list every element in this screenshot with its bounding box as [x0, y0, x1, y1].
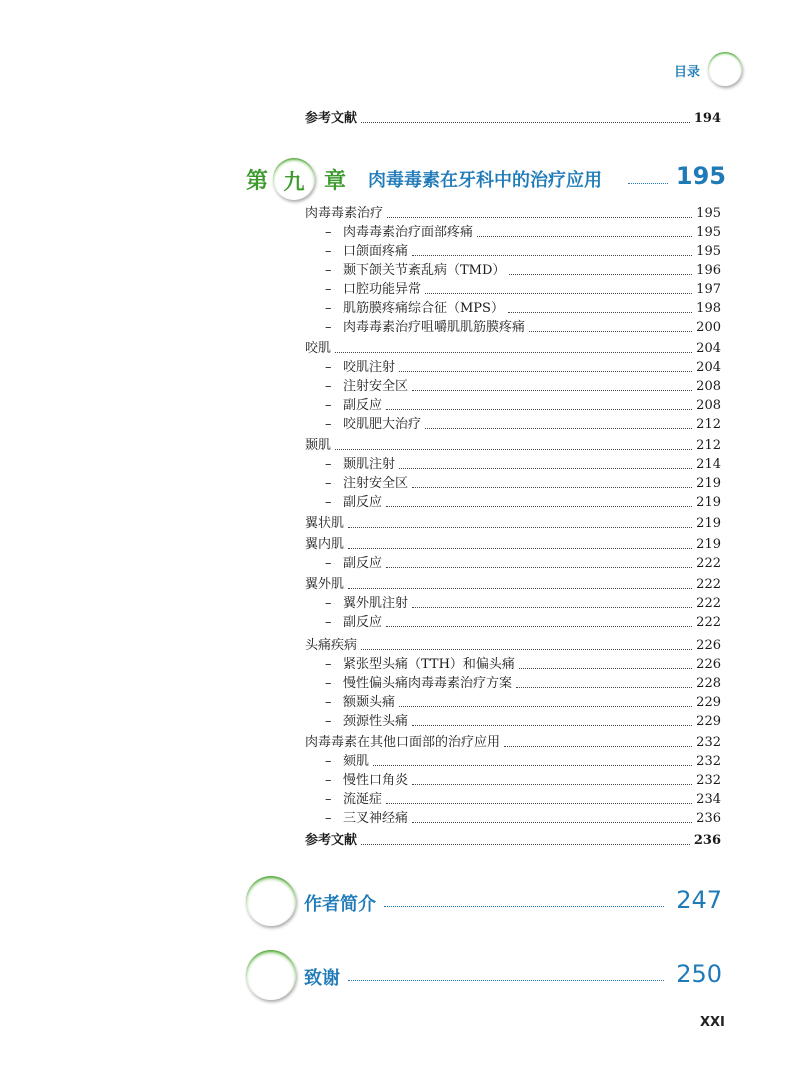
- toc-entry-title: 参考文献: [305, 833, 358, 848]
- green-ring-icon: [246, 950, 296, 1000]
- leader-dots: [412, 784, 692, 785]
- toc-entry-page: 212: [696, 438, 721, 453]
- toc-entry-page: 228: [696, 676, 721, 691]
- toc-entry-page: 195: [696, 225, 721, 240]
- leader-dots: [412, 390, 692, 391]
- toc-subentry[interactable]: [305, 414, 721, 433]
- leader-dots: [412, 607, 692, 608]
- toc-entry-page: 219: [696, 537, 721, 552]
- toc-entry-page: 232: [696, 773, 721, 788]
- toc-entry-page: 212: [696, 417, 721, 432]
- leader-dots: [508, 312, 692, 313]
- toc-entry-page: 226: [696, 638, 721, 653]
- toc-subentry[interactable]: [305, 241, 721, 260]
- leader-dots: [361, 122, 690, 123]
- toc-subentry[interactable]: [305, 260, 721, 279]
- toc-subentry[interactable]: [305, 770, 721, 789]
- toc-entry-title: 颞肌: [305, 438, 332, 453]
- leader-dots: [348, 588, 692, 589]
- leader-dots: [628, 183, 668, 184]
- toc-section-author[interactable]: [246, 876, 726, 932]
- toc-entry-page: 222: [696, 615, 721, 630]
- toc-entry-title: – 颞下颌关节紊乱病（TMD）: [305, 262, 505, 279]
- leader-dots: [386, 506, 692, 507]
- toc-subentry[interactable]: [305, 376, 721, 395]
- toc-subentry[interactable]: [305, 454, 721, 473]
- toc-entry-title: – 咬肌肥大治疗: [305, 416, 421, 433]
- toc-entry-page: 229: [696, 714, 721, 729]
- toc-subentry[interactable]: [305, 808, 721, 827]
- toc-entry-title: 翼外肌: [305, 577, 345, 592]
- toc-entry-page: 197: [696, 282, 721, 297]
- toc-entry-page: 196: [696, 263, 721, 278]
- toc-section-acknowledgements[interactable]: [246, 950, 726, 1006]
- leader-dots: [519, 668, 692, 669]
- leader-dots: [477, 236, 692, 237]
- toc-subentry[interactable]: [305, 395, 721, 414]
- toc-entry-title: 翼状肌: [305, 516, 345, 531]
- toc-entry-page: 222: [696, 556, 721, 571]
- leader-dots: [387, 217, 692, 218]
- leader-dots: [348, 527, 692, 528]
- toc-entry-page: 195: [696, 244, 721, 259]
- green-ring-icon: [708, 52, 742, 86]
- toc-entry-title: – 额颞头痛: [305, 694, 395, 711]
- toc-entry-title: – 副反应: [305, 555, 382, 572]
- toc-entry-title: – 肉毒毒素治疗面部疼痛: [305, 224, 473, 241]
- toc-entry-title: – 慢性偏头痛肉毒毒素治疗方案: [305, 675, 512, 692]
- toc-entry-title: – 副反应: [305, 494, 382, 511]
- toc-entry-title: 头痛疾病: [305, 638, 358, 653]
- toc-entry-title: 参考文献: [305, 111, 358, 126]
- toc-entry-page: 236: [693, 833, 721, 848]
- leader-dots: [386, 626, 692, 627]
- leader-dots: [386, 803, 692, 804]
- chapter-suffix: 章: [324, 169, 347, 194]
- green-ring-icon: [246, 876, 296, 926]
- toc-entry-title: – 颈源性头痛: [305, 713, 408, 730]
- toc-entry-page: 229: [696, 695, 721, 710]
- toc-entry-title: – 慢性口角炎: [305, 772, 408, 789]
- toc-subentry[interactable]: [305, 612, 721, 631]
- toc-subentry[interactable]: [305, 789, 721, 808]
- leader-dots: [386, 409, 692, 410]
- toc-entry-page: 219: [696, 495, 721, 510]
- leader-dots: [412, 822, 692, 823]
- section-page: 250: [676, 960, 722, 988]
- toc-entry-page: 222: [696, 577, 721, 592]
- leader-dots: [399, 468, 692, 469]
- leader-dots: [412, 487, 692, 488]
- toc-entry-title: – 肌筋膜疼痛综合征（MPS）: [305, 300, 504, 317]
- section-page: 247: [676, 886, 722, 914]
- toc-entry-page: 204: [696, 341, 721, 356]
- toc-entry-references[interactable]: [305, 830, 721, 849]
- leader-dots: [504, 746, 692, 747]
- toc-entry-page: 204: [696, 360, 721, 375]
- toc-subentry[interactable]: [305, 357, 721, 376]
- leader-dots: [348, 548, 692, 549]
- leader-dots: [361, 649, 692, 650]
- leader-dots: [529, 331, 692, 332]
- toc-subentry[interactable]: [305, 593, 721, 612]
- toc-subentry[interactable]: [305, 711, 721, 730]
- leader-dots: [386, 567, 692, 568]
- toc-entry-page: 219: [696, 476, 721, 491]
- toc-entry-page: 232: [696, 754, 721, 769]
- toc-entry-title: – 紧张型头痛（TTH）和偏头痛: [305, 656, 515, 673]
- toc-entry-page: 214: [696, 457, 721, 472]
- toc-entry-title: 翼内肌: [305, 537, 345, 552]
- toc-subentry[interactable]: [305, 553, 721, 572]
- toc-entry-title: – 颞肌注射: [305, 456, 395, 473]
- leader-dots: [335, 449, 692, 450]
- toc-header: [660, 52, 744, 86]
- toc-entry-top-references[interactable]: [305, 108, 721, 127]
- leader-dots: [412, 255, 692, 256]
- chapter-number: 九: [283, 170, 305, 194]
- leader-dots: [399, 706, 692, 707]
- toc-entry-title: – 口颌面疼痛: [305, 243, 408, 260]
- toc-entry-title: – 翼外肌注射: [305, 595, 408, 612]
- toc-subentry[interactable]: [305, 492, 721, 511]
- toc-entry-title: 咬肌: [305, 341, 332, 356]
- leader-dots: [516, 687, 692, 688]
- toc-entry[interactable]: [305, 732, 721, 751]
- toc-entry-title: – 口腔功能异常: [305, 281, 421, 298]
- toc-entry-page: 200: [696, 320, 721, 335]
- toc-entry[interactable]: [305, 574, 721, 593]
- toc-entry-title: – 三叉神经痛: [305, 810, 408, 827]
- toc-entry-page: 232: [696, 735, 721, 750]
- toc-entry-title: 肉毒毒素在其他口面部的治疗应用: [305, 735, 501, 750]
- section-title: 致谢: [304, 968, 340, 989]
- chapter-page: 195: [675, 162, 726, 190]
- toc-header-label: 目录: [674, 65, 701, 80]
- leader-dots: [373, 765, 692, 766]
- toc-entry-page: 198: [696, 301, 721, 316]
- chapter-heading[interactable]: [246, 158, 726, 200]
- toc-entry[interactable]: [305, 635, 721, 654]
- toc-entry-page: 222: [696, 596, 721, 611]
- leader-dots: [425, 293, 692, 294]
- toc-subentry[interactable]: [305, 298, 721, 317]
- toc-entry-title: – 颏肌: [305, 753, 369, 770]
- toc-subentry[interactable]: [305, 751, 721, 770]
- toc-entry[interactable]: [305, 338, 721, 357]
- leader-dots: [425, 428, 692, 429]
- section-title: 作者简介: [304, 894, 376, 915]
- toc-subentry[interactable]: [305, 317, 721, 336]
- toc-subentry[interactable]: [305, 473, 721, 492]
- toc-subentry[interactable]: [305, 692, 721, 711]
- toc-entry-title: – 副反应: [305, 397, 382, 414]
- toc-entry-page: 226: [696, 657, 721, 672]
- chapter-title: 肉毒毒素在牙科中的治疗应用: [368, 170, 602, 191]
- toc-entry-title: – 咬肌注射: [305, 359, 395, 376]
- toc-entry-page: 195: [696, 206, 721, 221]
- leader-dots: [361, 844, 690, 845]
- toc-subentry[interactable]: [305, 279, 721, 298]
- toc-entry-page: 194: [693, 111, 721, 126]
- toc-entry-title: – 副反应: [305, 614, 382, 631]
- leader-dots: [509, 274, 692, 275]
- toc-entry-title: – 肉毒毒素治疗咀嚼肌肌筋膜疼痛: [305, 319, 525, 336]
- toc-entry[interactable]: [305, 203, 721, 222]
- leader-dots: [412, 725, 692, 726]
- toc-entry-title: – 注射安全区: [305, 378, 408, 395]
- toc-entry-page: 234: [696, 792, 721, 807]
- leader-dots: [348, 980, 664, 981]
- toc-entry-page: 208: [696, 398, 721, 413]
- toc-entry-title: 肉毒毒素治疗: [305, 206, 384, 221]
- toc-subentry[interactable]: [305, 654, 721, 673]
- page-number: XXI: [700, 1015, 725, 1030]
- leader-dots: [335, 352, 692, 353]
- chapter-prefix: 第: [246, 169, 269, 194]
- leader-dots: [399, 371, 692, 372]
- toc-entry-title: – 流涎症: [305, 791, 382, 808]
- toc-entry-page: 236: [696, 811, 721, 826]
- toc-subentry[interactable]: [305, 673, 721, 692]
- toc-entry[interactable]: [305, 534, 721, 553]
- toc-entry[interactable]: [305, 435, 721, 454]
- toc-subentry[interactable]: [305, 222, 721, 241]
- toc-entry[interactable]: [305, 513, 721, 532]
- toc-entry-page: 219: [696, 516, 721, 531]
- toc-entry-title: – 注射安全区: [305, 475, 408, 492]
- toc-entry-page: 208: [696, 379, 721, 394]
- leader-dots: [384, 906, 664, 907]
